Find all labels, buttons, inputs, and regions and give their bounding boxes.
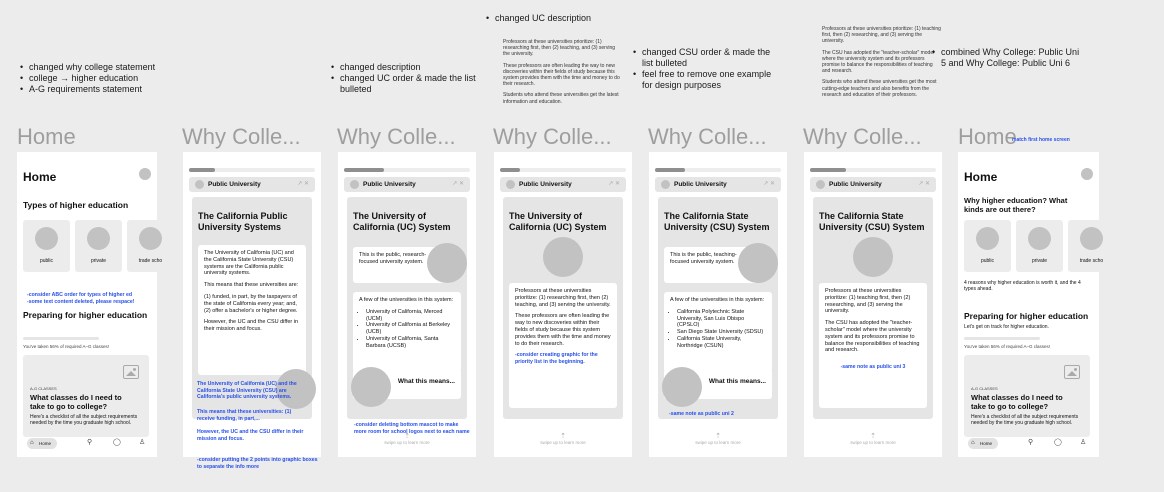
swipe-hint[interactable] [338,432,476,445]
design-note: -consider putting the 2 points into graphic boxes to separate the info more [197,457,318,470]
design-note: This means that these universities: (1) receive funding, in part,... [197,409,292,422]
reasons-text: 4 reasons why higher education is worth it, and the 4 types ahead. [964,280,1081,292]
type-card-private[interactable] [75,220,122,272]
pill-label: Public University [363,180,416,188]
card-label: private [90,258,106,264]
note-3 [486,13,626,24]
note-item: • changed UC description [486,13,626,24]
note-4 [633,47,773,91]
card-text: Here's a checklist of all the subject requirements needed by the time you graduate high school. [971,414,1079,426]
search-icon[interactable]: ⚲ [1028,439,1034,446]
list-item: • California State University, Northridge (CSUN) [677,336,766,350]
pill-label: Public University [829,180,882,188]
nav-home[interactable] [27,438,57,449]
avatar[interactable] [1081,168,1093,180]
note-item: • changed UC order & made the list bulleted [331,73,476,95]
page-title: Home [964,170,998,184]
pill-label: Public University [208,180,261,188]
section-heading: Why higher education? What kinds are out there? [964,196,1068,214]
design-note: -consider ABC order for types of higher ed -some text content deleted, please respace! [27,292,135,305]
pill-label: Public University [674,180,727,188]
progress-bar [655,168,781,172]
type-card-public[interactable] [964,220,1011,272]
home-frame-2 [958,152,1104,457]
progress-bar [344,168,470,172]
card-heading: What classes do I need to take to go to college? [971,393,1063,411]
list-card [664,292,772,372]
card-text: Here's a checklist of all the subject requirements needed by the time you graduate high school. [30,414,138,426]
side-p: These professors are often leading the way to new discoveries within their fields of study because this system provides them with the time and money to do their research. [503,62,620,88]
frame-title: Why Colle... [337,124,456,149]
frame-title: Why Colle... [648,124,767,149]
mascot-image [427,243,467,283]
swipe-up-icon: ⇡ [870,433,876,440]
match-note: match first home screen [1012,137,1070,143]
progress-text: You've taken 56% of required A–G classes! [964,344,1050,349]
swipe-text: swipe up to learn more [540,440,586,445]
swipe-up-icon: ⇡ [560,433,566,440]
content-panel [658,197,778,419]
card-label: private [1031,258,1047,264]
category-icon [195,180,204,189]
home-icon: ⌂ [30,440,34,446]
uc-side-text [503,39,623,110]
profile-icon[interactable]: ♙ [139,439,146,446]
list-item: • University of California at Berkeley (UCB) [366,322,455,336]
swipe-hint[interactable] [649,432,787,445]
category-pill [500,177,626,192]
card-text: The University of California (UC) and the California State University (CSU) systems are the California public university systems. [204,250,294,277]
card-text: Professors at these universities prioritize: (1) researching first, then (2) teaching, and (3) serving the university. [515,288,611,308]
progress-bar [810,168,936,172]
type-card-private[interactable] [1016,220,1063,272]
design-note: The University of California (UC) and the California State University (CSU) are California's public university systems. [197,381,297,400]
category-pill [810,177,936,192]
image-icon [123,365,139,379]
info-card [198,245,306,375]
section-subtext: Let's get on track for higher education. [964,324,1049,330]
card-text: (1) funded, in part, by the taxpayers of the state of California every year; and, (2) offer a bachelor's or higher degree. [204,293,298,314]
note-item: • college → higher education [20,73,160,84]
content-panel [813,197,933,419]
why-college-frame-4 [494,152,632,457]
card-label: public [980,258,995,264]
info-card [509,283,617,408]
bottom-nav [23,436,149,452]
section-heading: Preparing for higher education [23,310,148,320]
image-sun-icon [133,368,136,371]
share-close-icon[interactable]: ↗ ✕ [297,181,309,187]
swipe-text: swipe up to learn more [695,440,741,445]
side-p: Professors at these universities prioritize: (1) teaching first, then (2) researching, and (3) serving the university. [822,26,941,45]
card-label: trade scho [1079,258,1104,264]
card-image [35,227,58,250]
content-panel [503,197,623,419]
nav-home[interactable] [968,438,998,449]
note-item: • combined Why College: Public Uni 5 and Why College: Public Uni 6 [932,47,1082,69]
card-image [976,227,999,250]
side-p: Students who attend these universities get the most cutting-edge teachers and also benefits from the research and education of their professors. [822,79,937,98]
note-item: • changed why college statement [20,62,160,73]
progress-bar [500,168,626,172]
frame-title: Why Colle... [182,124,301,149]
swipe-up-icon: ⇡ [404,433,410,440]
mascot-image [351,367,391,407]
card-text: A few of the universities in this system: [670,297,765,303]
note-item: • A-G requirements statement [20,84,160,95]
panel-title: The California Public University Systems [198,211,288,232]
image-sun-icon [1074,368,1077,371]
side-p: The CSU has adopted the "teacher-scholar" model where the university system and its professors promise to balance the responsibilities of teaching and research. [822,49,935,75]
list-item: • University of California, Merced (UCM) [366,309,455,323]
note-2 [331,62,476,95]
progress-bar [964,337,1040,340]
mascot-image [543,237,583,277]
note-5 [932,47,1082,69]
card-text: A few of the universities in this system: [359,297,454,303]
share-close-icon[interactable]: ↗ ✕ [608,181,620,187]
panel-title: The University of California (UC) System [509,211,607,232]
ag-classes-card[interactable] [23,355,149,437]
profile-icon[interactable]: ♙ [1080,439,1087,446]
what-this-means-link: What this means... [708,378,766,385]
swipe-text: swipe up to learn more [850,440,896,445]
panel-title: The California State University (CSU) System [819,211,925,232]
card-text: Professors at these universities prioritize: (1) teaching first, then (2) researching, and (3) serving the university. [825,288,911,315]
why-college-frame-2 [183,152,321,470]
card-text: However, the UC and the CSU differ in their mission and focus. [204,319,299,333]
list-card [353,292,461,372]
csu-side-text [822,26,942,103]
chat-icon[interactable]: ◯ [113,439,121,446]
swipe-text: swipe up to learn more [384,440,430,445]
card-label: public [39,258,54,264]
progress-text: You've taken 56% of required A–G classes! [23,344,109,349]
home-icon: ⌂ [971,440,975,446]
category-pill [344,177,470,192]
mascot-image [738,243,778,283]
why-college-frame-3 [338,152,476,457]
card-text: This is the public, research-focused university system. [359,252,427,265]
note-1 [20,62,160,95]
content-panel [347,197,467,419]
nav-label: Home [980,441,993,446]
home-frame-1 [17,152,163,457]
list-item: • San Diego State University (SDSU) [677,329,766,336]
design-note: -consider creating graphic for the priority list in the beginning. [515,352,598,365]
swipe-hint[interactable] [494,432,632,445]
panel-title: The California State University (CSU) System [664,211,770,232]
design-note: -consider deleting bottom mascot to make more room for school logos next to each name [354,422,470,435]
section-heading: Preparing for higher education [964,311,1089,321]
side-p: Professors at these universities prioritize: (1) researching first, then (2) teaching, and (3) serving the university. [503,39,615,58]
card-text: This is the public, teaching-focused university system. [670,252,737,265]
why-college-frame-6 [804,152,942,457]
share-close-icon[interactable]: ↗ ✕ [918,181,930,187]
ag-classes-card[interactable] [964,355,1090,437]
mascot-image [853,237,893,277]
card-image [87,227,110,250]
what-this-means-link: What this means... [397,378,455,385]
pill-label: Public University [519,180,572,188]
design-note: -same note as public uni 2 [669,411,734,417]
share-close-icon[interactable]: ↗ ✕ [763,181,775,187]
frame-title: Home [958,124,1017,149]
category-icon [506,180,515,189]
share-close-icon[interactable]: ↗ ✕ [452,181,464,187]
card-tag: A-G CLASSES [971,386,998,391]
type-cards [964,220,1164,272]
bottom-nav [964,436,1090,452]
card-text: These professors are often leading the way to new discoveries within their fields of study because this system provides them with the time and money to do their research. [515,313,611,347]
note-item: • changed description [331,62,476,73]
nav-label: Home [39,441,52,446]
card-heading: What classes do I need to take to go to college? [30,393,122,411]
image-icon [1064,365,1080,379]
frame-title: Home [17,124,76,149]
mascot-image [662,367,702,407]
card-image [139,227,162,250]
side-p: Students who attend these universities get the latest information and education. [503,92,619,105]
note-item: • feel free to remove one example for design purposes [633,69,773,91]
card-text: The CSU has adopted the "teacher-scholar" model where the university system and its professors promise to balance the responsibilities of teaching and research. [825,320,920,354]
category-pill [189,177,315,192]
card-image [1080,227,1103,250]
frame-title: Why Colle... [493,124,612,149]
chat-icon[interactable]: ◯ [1054,439,1062,446]
category-icon [816,180,825,189]
card-label: trade scho [138,258,163,264]
list-item: • University of California, Santa Barbara (UCSB) [366,336,455,350]
info-card [819,283,927,408]
type-card-trade[interactable] [1068,220,1115,272]
page-title: Home [23,170,57,184]
swipe-up-icon: ⇡ [715,433,721,440]
progress-bar [189,168,315,172]
type-card-trade[interactable] [127,220,174,272]
frame-title: Why Colle... [803,124,922,149]
card-text: This means that these universities are: [204,282,299,289]
card-tag: A-G CLASSES [30,386,57,391]
card-image [1028,227,1051,250]
note-item: • changed CSU order & made the list bulleted [633,47,773,69]
category-pill [655,177,781,192]
panel-title: The University of California (UC) System [353,211,451,232]
type-card-public[interactable] [23,220,70,272]
search-icon[interactable]: ⚲ [87,439,93,446]
category-icon [661,180,670,189]
why-college-frame-5 [649,152,787,457]
category-icon [350,180,359,189]
list-item: • California Polytechnic State University, San Luis Obispo (CPSLO) [677,309,766,329]
progress-bar [23,337,99,340]
swipe-hint[interactable] [804,432,942,445]
avatar[interactable] [139,168,151,180]
design-note: However, the UC and the CSU differ in their mission and focus. [197,429,304,442]
design-note: -same note as public uni 3 [840,364,906,371]
section-heading: Types of higher education [23,200,129,210]
